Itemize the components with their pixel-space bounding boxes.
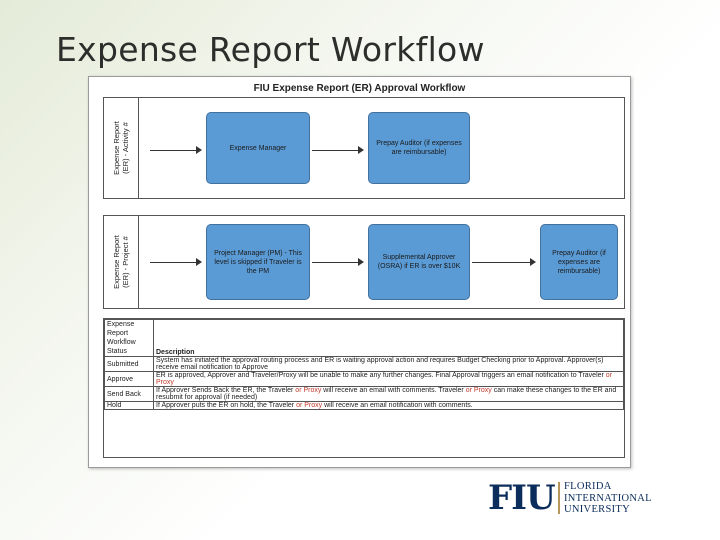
project-manager-box: Project Manager (PM) - This level is skipped if Traveler is the PM: [206, 224, 310, 300]
description-cell: System has initiated the approval routing process and ER is waiting approval action and requires Budget Checking prior to Approval. Approver(s) receive email notification to Approve: [154, 357, 624, 372]
status-header: Expense Report Workflow Status: [105, 320, 154, 357]
prepay-auditor-box: Prepay Auditor (if expenses are reimbursable): [368, 112, 470, 184]
lane-label: Expense Report (ER) - Project #: [104, 216, 139, 308]
flow-arrow: [312, 150, 362, 151]
status-cell: Send Back: [105, 387, 154, 402]
table-row: [105, 372, 624, 387]
status-cell: Approve: [105, 372, 154, 387]
slide-title: Expense Report Workflow: [56, 30, 485, 69]
status-cell: Submitted: [105, 357, 154, 372]
status-table: [103, 318, 625, 458]
table-row: [105, 402, 624, 410]
lane-activity: [103, 97, 625, 199]
fiu-logo: [488, 478, 693, 518]
fiu-logo-text: FLORIDA INTERNATIONAL UNIVERSITY: [564, 481, 652, 515]
lane-project: [103, 215, 625, 309]
prepay-auditor-box: Prepay Auditor (if expenses are reimbursable): [540, 224, 618, 300]
expense-manager-box: Expense Manager: [206, 112, 310, 184]
table-row: [105, 387, 624, 402]
status-cell: Hold: [105, 402, 154, 410]
lane-label: Expense Report (ER) - Activity #: [104, 98, 139, 198]
fiu-logo-mark: FIU: [488, 478, 555, 518]
description-cell: If Approver Sends Back the ER, the Traveler or Proxy will receive an email with comments. Traveler or Proxy can make these changes to the ER and resubmit for approval (if needed): [154, 387, 624, 402]
flow-arrow: [312, 262, 362, 263]
flow-arrow: [472, 262, 534, 263]
description-header: Description: [154, 320, 624, 357]
flow-arrow: [150, 262, 200, 263]
supplemental-approver-box: Supplemental Approver (OSRA) if ER is over $10K: [368, 224, 470, 300]
description-cell: ER is approved, Approver and Traveler/Proxy will be unable to make any further changes. Final Approval triggers an email notification to Traveler or Proxy: [154, 372, 624, 387]
workflow-figure: [88, 76, 631, 468]
flow-arrow: [150, 150, 200, 151]
figure-title: FIU Expense Report (ER) Approval Workflow: [253, 83, 466, 94]
description-cell: If Approver puts the ER on hold, the Traveler or Proxy will receive an email notification with comments.: [154, 402, 624, 410]
table-row: [105, 357, 624, 372]
logo-divider: [558, 482, 560, 514]
